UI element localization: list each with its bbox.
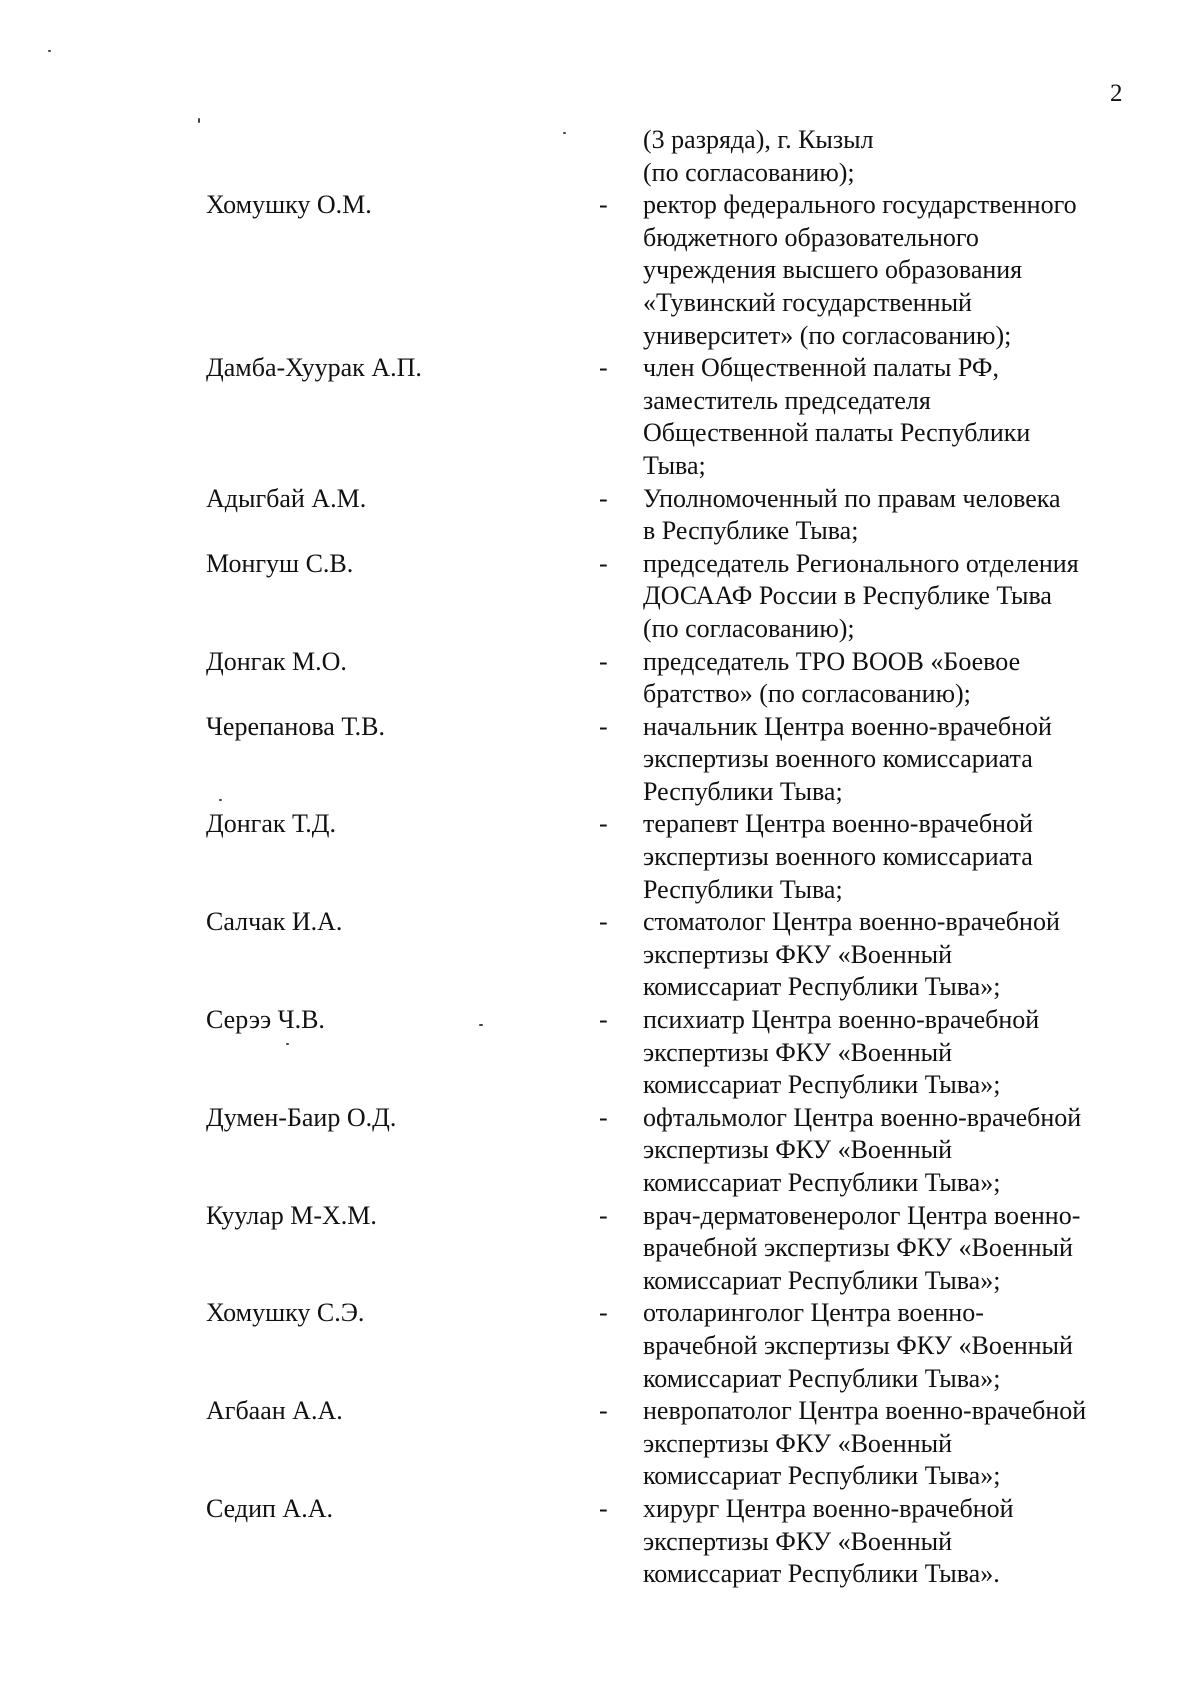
member-name: Куулар М-Х.М. [206, 1200, 377, 1230]
scan-speck [48, 50, 51, 52]
member-name: Агбаан А.А. [206, 1396, 343, 1426]
member-position: член Общественной палаты РФ, заместитель председателя Общественной палаты Республики Тыва; [643, 353, 1031, 480]
member-entry [0, 124, 1200, 189]
entry-dash: - [599, 1200, 608, 1230]
member-name: Хомушку С.Э. [206, 1298, 365, 1328]
member-position: начальник Центра военно-врачебной экспертизы военного комиссариата Республики Тыва; [643, 711, 1052, 806]
member-entry [0, 906, 1200, 1004]
member-name: Хомушку О.М. [206, 190, 372, 220]
member-entry [0, 352, 1200, 482]
member-entry [0, 1102, 1200, 1200]
page-number: 2 [1110, 80, 1123, 107]
entry-dash: - [599, 483, 608, 513]
entry-dash: - [599, 190, 608, 220]
member-position: Уполномоченный по правам человека в Республике Тыва; [643, 483, 1061, 546]
member-position: председатель Регионального отделения ДОСААФ России в Республике Тыва (по согласованию); [643, 548, 1079, 643]
member-entry [0, 646, 1200, 711]
member-name: Адыгбай А.М. [206, 483, 367, 513]
entry-dash: - [599, 1005, 608, 1035]
member-name: Черепанова Т.В. [206, 711, 385, 741]
member-position: невропатолог Центра военно-врачебной экспертизы ФКУ «Военный комиссариат Республики Тыва»; [643, 1396, 1087, 1491]
member-position: (3 разряда), г. Кызыл (по согласованию); [643, 125, 874, 187]
member-entry [0, 1297, 1200, 1395]
member-name: Монгуш С.В. [206, 548, 354, 578]
member-position: ректор федерального государственного бюджетного образовательного учреждения высшего образования «Тувинский государственный университет» (по согласованию); [643, 190, 1077, 350]
entry-dash: - [599, 711, 608, 741]
member-name: Донгак Т.Д. [206, 809, 336, 839]
entry-dash: - [599, 907, 608, 937]
member-list [0, 124, 1200, 1591]
member-position: отоларинголог Центра военно- врачебной экспертизы ФКУ «Военный комиссариат Республики Тыва»; [643, 1298, 1073, 1393]
member-entry [0, 189, 1200, 352]
member-position: психиатр Центра военно-врачебной экспертизы ФКУ «Военный комиссариат Республики Тыва»; [643, 1005, 1040, 1100]
scan-speck [198, 118, 200, 123]
member-position: стоматолог Центра военно-врачебной экспертизы ФКУ «Военный комиссариат Республики Тыва»; [643, 907, 1060, 1002]
member-entry [0, 1004, 1200, 1102]
entry-dash: - [599, 548, 608, 578]
entry-dash: - [599, 1396, 608, 1426]
member-entry [0, 1493, 1200, 1591]
member-name: Донгак М.О. [206, 646, 347, 676]
member-entry [0, 1200, 1200, 1298]
member-position: терапевт Центра военно-врачебной экспертизы военного комиссариата Республики Тыва; [643, 809, 1033, 904]
member-position: врач-дерматовенеролог Центра военно- врачебной экспертизы ФКУ «Военный комиссариат Республики Тыва»; [643, 1200, 1081, 1295]
member-position: председатель ТРО ВООВ «Боевое братство» (по согласованию); [643, 646, 1021, 709]
entry-dash: - [599, 353, 608, 383]
member-name: Салчак И.А. [206, 907, 343, 937]
member-name: Дамба-Хуурак А.П. [206, 353, 422, 383]
entry-dash: - [599, 646, 608, 676]
member-name: Седип А.А. [206, 1493, 333, 1523]
member-entry [0, 548, 1200, 646]
entry-dash: - [599, 809, 608, 839]
entry-dash: - [599, 1493, 608, 1523]
entry-dash: - [599, 1102, 608, 1132]
member-name: Думен-Баир О.Д. [206, 1102, 397, 1132]
member-name: Серээ Ч.В. [206, 1005, 325, 1035]
member-position: хирург Центра военно-врачебной экспертизы ФКУ «Военный комиссариат Республики Тыва». [643, 1493, 1014, 1589]
member-position: офтальмолог Центра военно-врачебной экспертизы ФКУ «Военный комиссариат Республики Тыва»; [643, 1102, 1082, 1197]
entry-dash: - [599, 1298, 608, 1328]
member-entry [0, 483, 1200, 548]
member-entry [0, 1395, 1200, 1493]
member-entry [0, 711, 1200, 809]
member-entry [0, 808, 1200, 906]
